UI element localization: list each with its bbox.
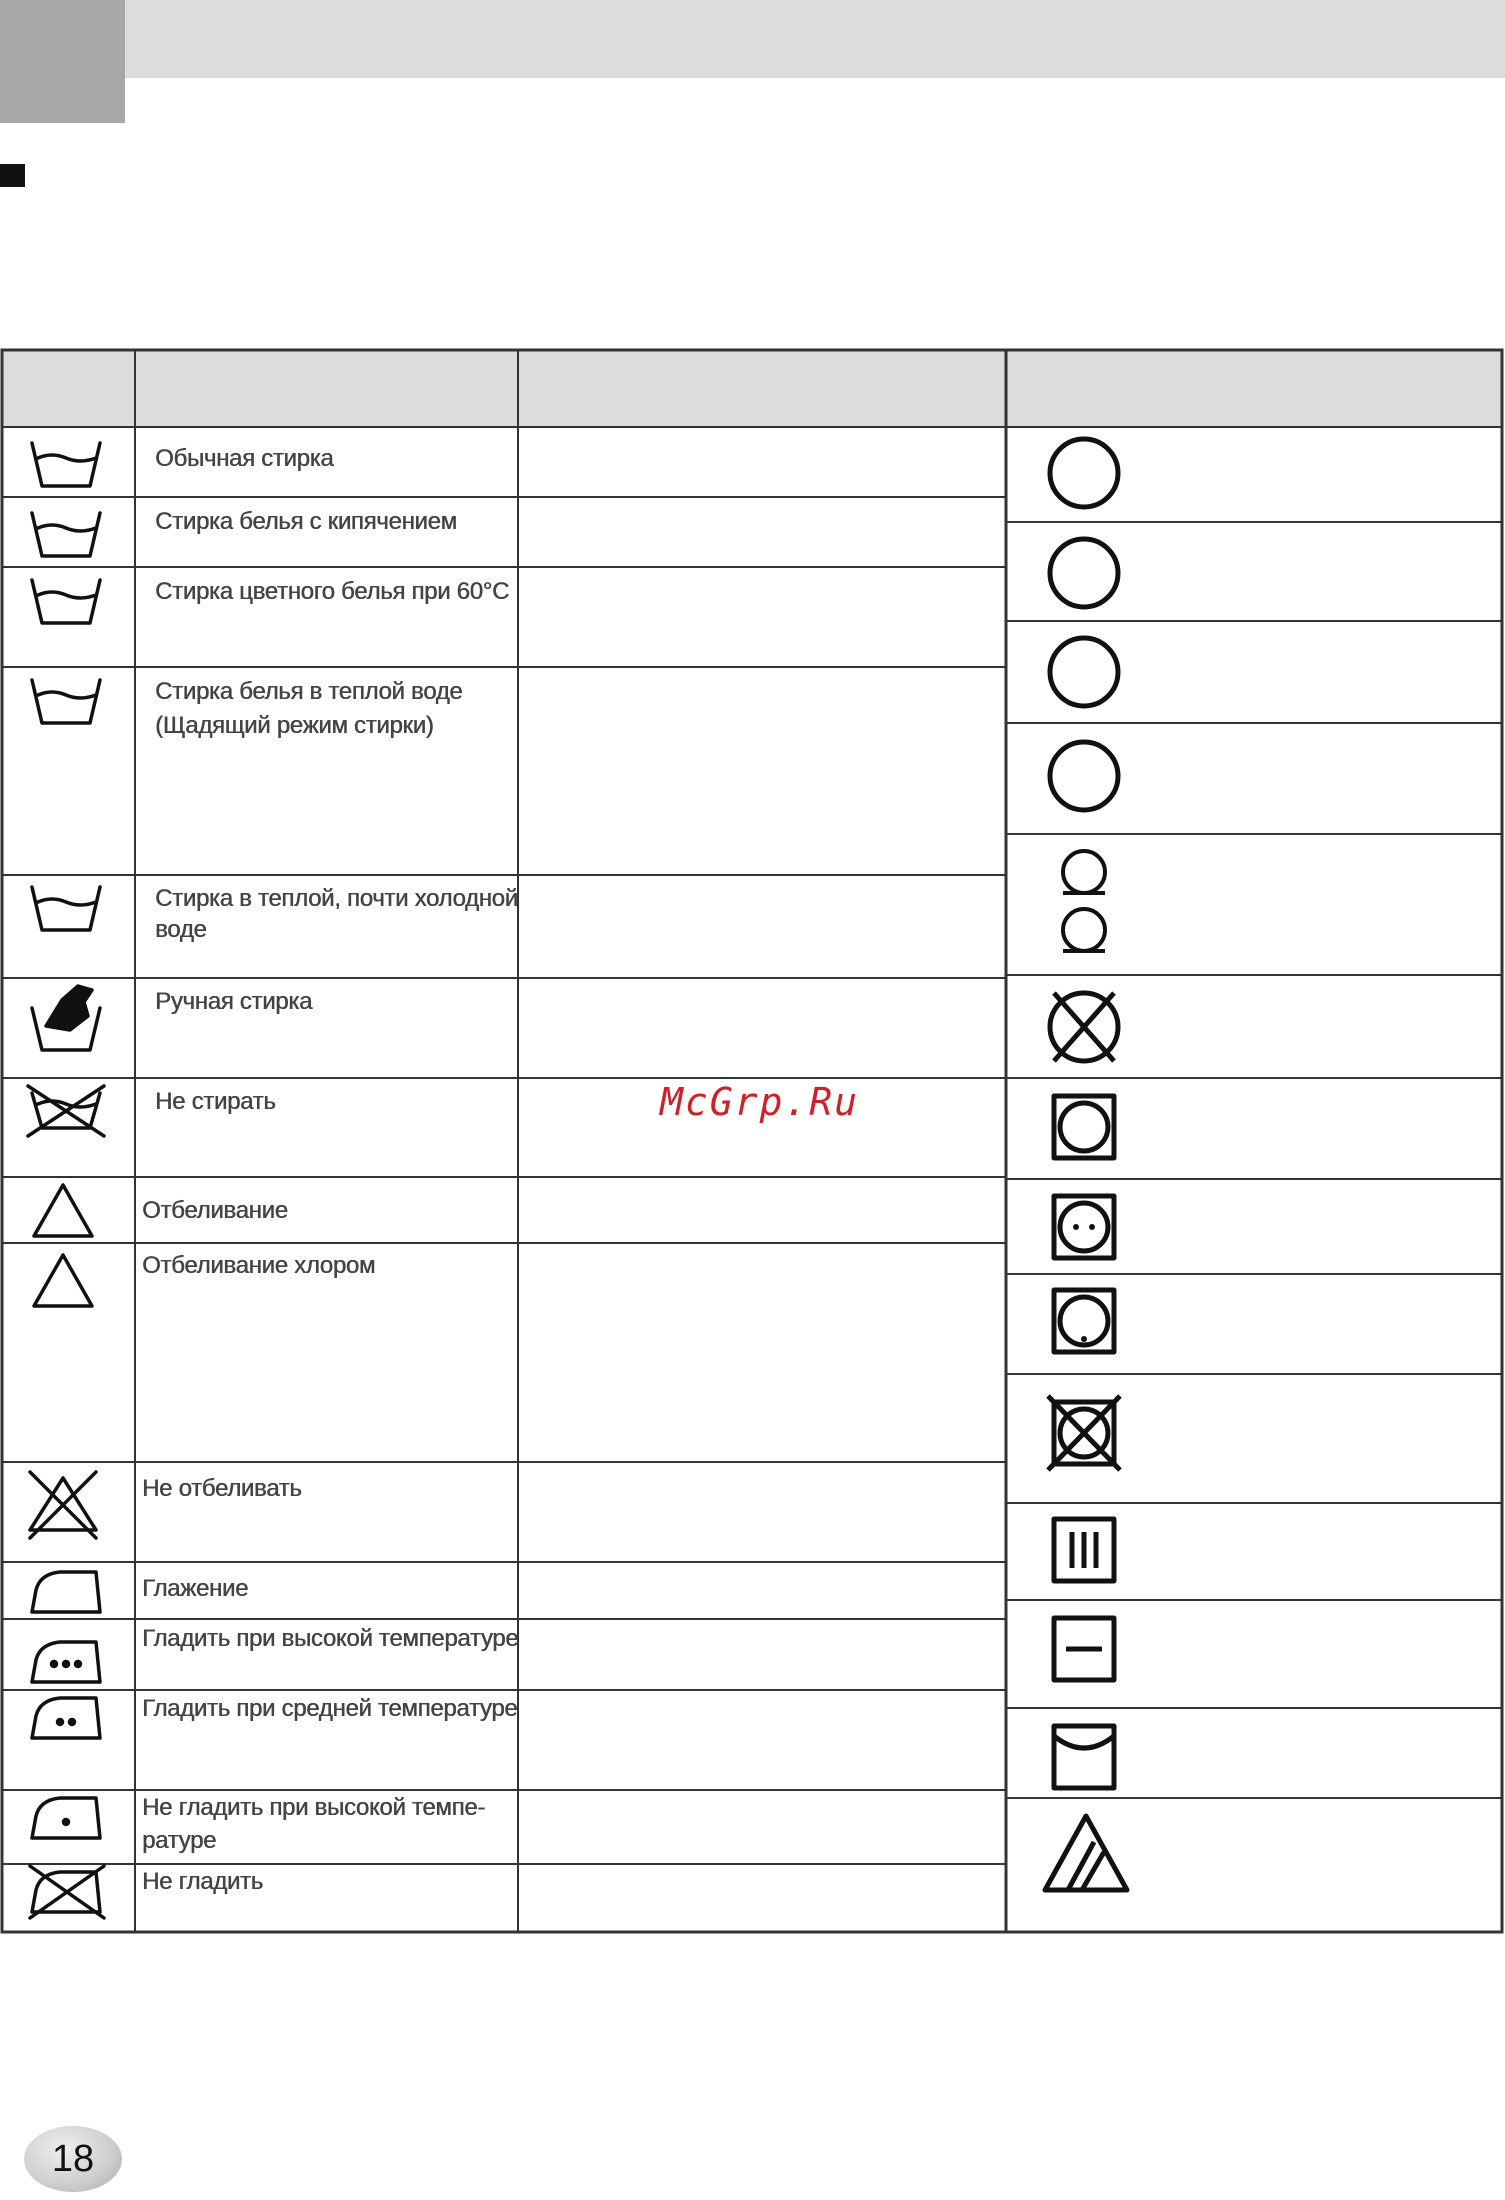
row-label-warm-wash: Стирка белья в теплой воде <box>155 678 463 705</box>
row-label-boil-wash: Стирка белья с кипячением <box>155 508 457 535</box>
iron-medium-icon <box>32 1698 100 1738</box>
row-label-cool-wash-cont: воде <box>155 916 207 943</box>
do-not-dry-clean-icon <box>1050 993 1118 1061</box>
row-label-iron-low: Не гладить при высокой темпе- <box>142 1794 485 1821</box>
dry-flat-icon <box>1054 1618 1114 1680</box>
tumble-dry-medium-icon <box>1054 1196 1114 1258</box>
chlorine-bleach-icon <box>34 1255 92 1306</box>
tumble-dry-low-icon <box>1054 1290 1114 1352</box>
dry-clean-circle-icon <box>1050 539 1118 607</box>
iron-high-icon <box>32 1642 100 1682</box>
double-circle-icon <box>1063 851 1105 951</box>
row-label-iron-high: Гладить при высокой температуре <box>142 1625 519 1652</box>
row-label-chlorine-bleach: Отбеливание хлором <box>142 1252 376 1279</box>
wash-tub-icon <box>32 513 100 556</box>
dry-clean-circle-icon <box>1050 742 1118 810</box>
drip-dry-icon <box>1054 1519 1114 1581</box>
wash-tub-icon <box>32 887 100 930</box>
hand-wash-icon <box>32 986 100 1050</box>
bleach-allowed-icon <box>1045 1816 1127 1890</box>
row-label-iron-medium: Гладить при средней температуре <box>142 1695 518 1722</box>
line-dry-icon <box>1054 1726 1114 1788</box>
row-label-ironing: Глажение <box>142 1575 249 1602</box>
row-label-cool-wash: Стирка в теплой, почти холодной <box>155 885 518 912</box>
wash-tub-icon <box>32 443 100 486</box>
wash-tub-icon <box>32 680 100 723</box>
row-label-do-not-bleach: Не отбеливать <box>142 1475 302 1502</box>
do-not-bleach-icon <box>30 1472 96 1538</box>
wash-tub-icon <box>32 580 100 623</box>
row-label-color-60: Стирка цветного белья при 60°С <box>155 578 509 605</box>
row-label-bleach: Отбеливание <box>142 1197 288 1224</box>
iron-icon <box>32 1572 100 1612</box>
dry-clean-circle-icon <box>1050 638 1118 706</box>
bleach-triangle-icon <box>34 1185 92 1236</box>
do-not-tumble-dry-icon <box>1048 1396 1120 1470</box>
row-label-normal-wash: Обычная стирка <box>155 445 334 472</box>
dry-clean-circle-icon <box>1050 439 1118 507</box>
do-not-iron-icon <box>30 1866 104 1918</box>
row-label-do-not-iron: Не гладить <box>142 1868 263 1895</box>
row-label-warm-wash-note: (Щадящий режим стирки) <box>155 712 434 739</box>
page-number: 18 <box>24 2126 122 2192</box>
do-not-wash-icon <box>28 1086 104 1136</box>
row-label-iron-low-cont: ратуре <box>142 1827 217 1854</box>
tumble-dry-icon <box>1054 1096 1114 1158</box>
iron-low-icon <box>32 1798 100 1838</box>
row-label-hand-wash: Ручная стирка <box>155 988 312 1015</box>
watermark: McGrp.Ru <box>660 1080 860 1124</box>
row-label-do-not-wash: Не стирать <box>155 1088 276 1115</box>
